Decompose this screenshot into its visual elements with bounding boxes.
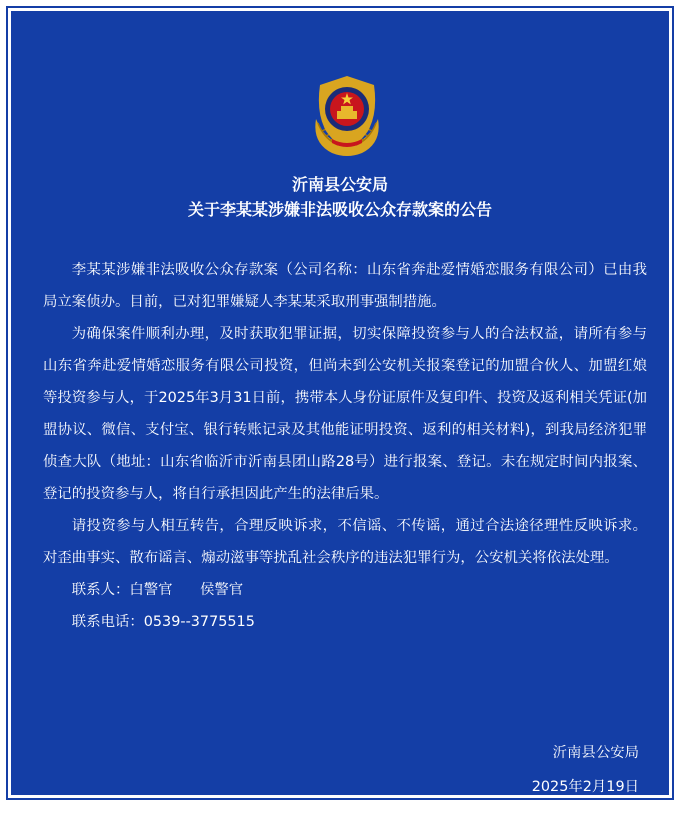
- signature-agency: 沂南县公安局: [552, 745, 639, 761]
- notice-title: 关于李某某涉嫌非法吸收公众存款案的公告: [187, 200, 492, 219]
- issuing-agency-title: 沂南县公安局: [291, 175, 388, 194]
- contact-people: 联系人：白警官 侯警官: [71, 582, 244, 598]
- police-emblem-icon: [308, 73, 386, 159]
- contact-phone: 联系电话：0539--3775515: [71, 614, 255, 630]
- signature-date: 2025年2月19日: [531, 779, 639, 795]
- paragraph-registration-request: 为确保案件顺利办理，及时获取犯罪证据，切实保障投资参与人的合法权益，请所有参与山东省奔赴爱情婚恋服务有限公司投资，但尚未到公安机关报案登记的加盟合伙人、加盟红娘等投资参与人，于2025年3月31日前，携带本人身份证原件及复印件、投资及返利相关凭证(加盟协议、微信、支付宝、银行转账记录及其他能证明投资、返利的相关材料)，到我局经济犯罪侦查大队（地址：山东省临沂市沂南县团山路28号）进行报案、登记。未在规定时间内报案、登记的投资参与人，将自行承担因此产生的法律后果。: [43, 326, 647, 502]
- paragraph-case-filed: 李某某涉嫌非法吸收公众存款案（公司名称：山东省奔赴爱情婚恋服务有限公司）已由我局立案侦办。目前，已对犯罪嫌疑人李某某采取刑事强制措施。: [43, 262, 647, 310]
- notice-body: [43, 254, 647, 638]
- notice-panel: [8, 8, 672, 798]
- paragraph-warning: 请投资参与人相互转告，合理反映诉求，不信谣、不传谣，通过合法途径理性反映诉求。对歪曲事实、散布谣言、煽动滋事等扰乱社会秩序的违法犯罪行为，公安机关将依法处理。: [43, 518, 647, 566]
